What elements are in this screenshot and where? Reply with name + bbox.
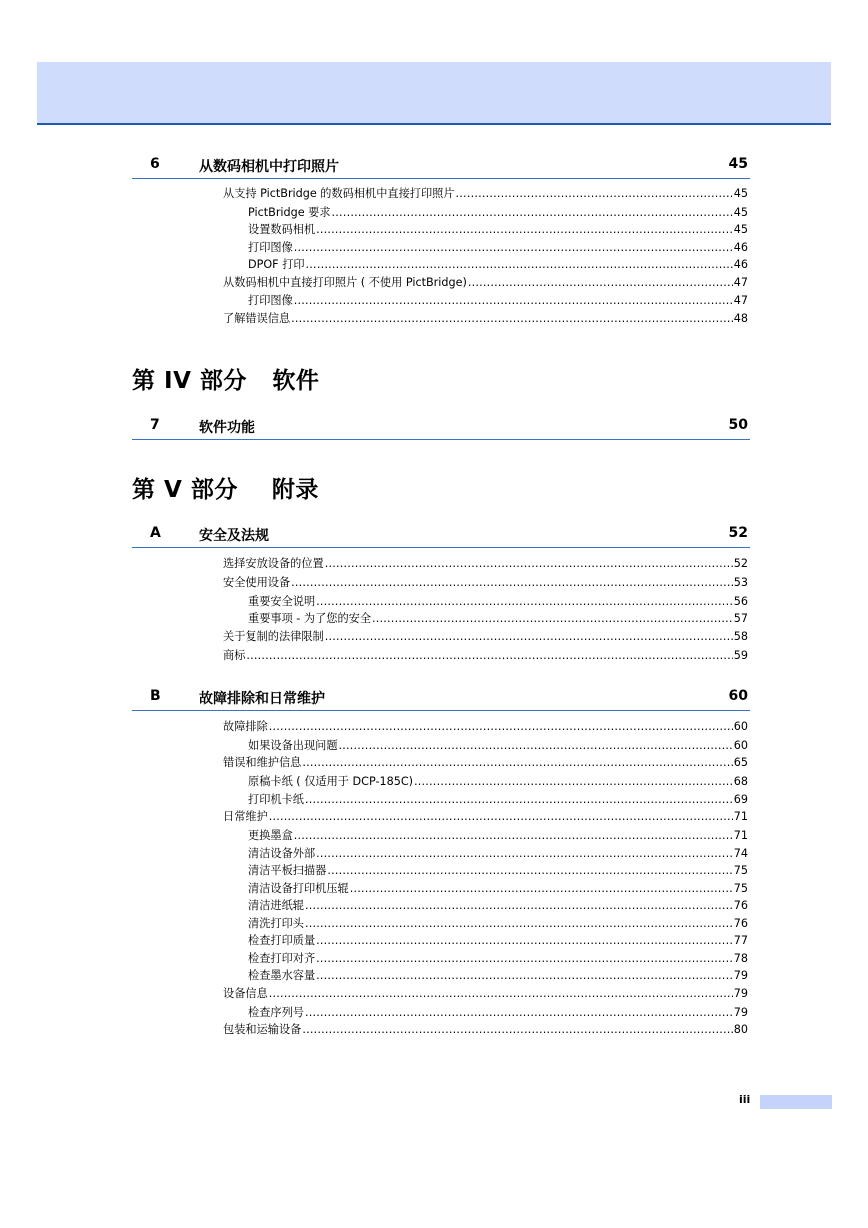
toc-entry[interactable] (248, 257, 748, 273)
leader-dots (291, 575, 733, 591)
toc-entry-page: 45 (733, 187, 748, 200)
leader-dots (269, 809, 733, 825)
chapter-page: 50 (728, 417, 748, 433)
leader-dots (468, 275, 733, 291)
leader-dots (269, 719, 733, 735)
leader-dots (306, 257, 733, 273)
leader-dots (339, 738, 733, 754)
part-v-heading: 第 V 部分 附录 (132, 477, 319, 503)
toc-entry-text: 从支持 PictBridge 的数码相机中直接打印照片 (223, 187, 455, 200)
toc-entry[interactable] (248, 222, 748, 238)
leader-dots (316, 594, 733, 610)
toc-entry-text: 错误和维护信息 (223, 756, 302, 769)
toc-entry[interactable] (248, 293, 748, 309)
toc-entry[interactable] (248, 738, 748, 754)
toc-entry[interactable] (248, 774, 748, 790)
toc-entry-text: 日常维护 (223, 810, 268, 823)
toc-entry-text: 清洁设备外部 (248, 847, 316, 860)
toc-entry-text: 包装和运输设备 (223, 1023, 302, 1036)
toc-entry-page: 71 (733, 810, 748, 823)
toc-entry[interactable] (223, 275, 748, 291)
leader-dots (302, 1022, 732, 1038)
leader-dots (294, 293, 733, 309)
leader-dots (325, 629, 733, 645)
toc-entry-page: 71 (733, 829, 748, 842)
toc-entry-page: 58 (733, 630, 748, 643)
toc-entry-page: 47 (733, 294, 748, 307)
toc-entry[interactable] (223, 629, 748, 645)
toc-entry[interactable] (248, 846, 748, 862)
toc-entry-text: 商标 (223, 649, 246, 662)
chapter-7-heading[interactable] (132, 415, 750, 440)
toc-entry-text: 清洁平板扫描器 (248, 864, 327, 877)
chapter-title: 安全及法规 (199, 528, 269, 544)
leader-dots (316, 222, 733, 238)
chapter-number: B (150, 688, 161, 704)
toc-entry-text: 重要安全说明 (248, 595, 316, 608)
chapter-page: 60 (728, 688, 748, 704)
toc-entry[interactable] (248, 933, 748, 949)
footer-page-number: iii (739, 1093, 751, 1106)
toc-entry-text: 选择安放设备的位置 (223, 557, 324, 570)
toc-entry-text: 故障排除 (223, 720, 268, 733)
leader-dots (327, 863, 732, 879)
leader-dots (372, 611, 733, 627)
leader-dots (316, 951, 733, 967)
toc-entry-page: 78 (733, 952, 748, 965)
part-iv-heading: 第 IV 部分 软件 (132, 368, 320, 394)
toc-entry-page: 79 (733, 969, 748, 982)
toc-entry-text: 设备信息 (223, 987, 268, 1000)
toc-entry[interactable] (223, 556, 748, 572)
toc-entry-text: PictBridge 要求 (248, 206, 331, 219)
leader-dots (456, 186, 733, 202)
chapter-number: A (150, 525, 161, 541)
toc-entry-text: 清洗打印头 (248, 917, 304, 930)
toc-entry[interactable] (223, 719, 748, 735)
toc-entry-page: 45 (733, 223, 748, 236)
leader-dots (305, 1005, 733, 1021)
toc-entry-page: 79 (733, 987, 748, 1000)
toc-entry[interactable] (248, 951, 748, 967)
toc-entry[interactable] (223, 186, 748, 202)
leader-dots (305, 898, 733, 914)
toc-entry[interactable] (248, 594, 748, 610)
toc-entry-page: 79 (733, 1006, 748, 1019)
toc-entry-text: 打印图像 (248, 294, 293, 307)
toc-entry-text: 检查墨水容量 (248, 969, 316, 982)
toc-entry-page: 45 (733, 206, 748, 219)
toc-entry-page: 60 (733, 720, 748, 733)
chapter-title: 从数码相机中打印照片 (199, 159, 339, 175)
footer-bar (760, 1095, 832, 1109)
leader-dots (350, 881, 733, 897)
toc-entry-text: 打印机卡纸 (248, 793, 304, 806)
toc-entry-page: 57 (733, 612, 748, 625)
leader-dots (325, 556, 733, 572)
leader-dots (294, 240, 733, 256)
toc-entry-text: 原稿卡纸 ( 仅适用于 DCP-185C) (248, 775, 414, 788)
chapter-number: 6 (150, 156, 160, 172)
chapter-6-heading[interactable] (132, 154, 750, 179)
toc-entry-page: 48 (733, 312, 748, 325)
chapter-title: 故障排除和日常维护 (199, 691, 325, 707)
leader-dots (305, 916, 733, 932)
toc-entry-text: 从数码相机中直接打印照片 ( 不使用 PictBridge) (223, 276, 467, 289)
toc-entry[interactable] (248, 881, 748, 897)
toc-entry[interactable] (248, 240, 748, 256)
toc-entry-text: 检查打印质量 (248, 934, 316, 947)
toc-entry[interactable] (223, 1022, 748, 1038)
toc-entry-page: 52 (733, 557, 748, 570)
toc-entry-text: 检查打印对齐 (248, 952, 316, 965)
toc-entry-page: 68 (733, 775, 748, 788)
toc-entry[interactable] (248, 792, 748, 808)
leader-dots (316, 846, 733, 862)
toc-entry-page: 76 (733, 917, 748, 930)
toc-entry-page: 56 (733, 595, 748, 608)
toc-entry-text: 设置数码相机 (248, 223, 316, 236)
chapter-title: 软件功能 (199, 420, 255, 436)
chapter-a-heading[interactable] (132, 523, 750, 548)
toc-entry-page: 74 (733, 847, 748, 860)
toc-entry-text: 更换墨盒 (248, 829, 293, 842)
toc-entry[interactable] (223, 755, 748, 771)
leader-dots (246, 648, 732, 664)
chapter-number: 7 (150, 417, 160, 433)
toc-entry-text: 打印图像 (248, 241, 293, 254)
toc-entry[interactable] (248, 611, 748, 627)
toc-entry[interactable] (248, 898, 748, 914)
toc-entry-text: 检查序列号 (248, 1006, 304, 1019)
toc-entry[interactable] (248, 1005, 748, 1021)
toc-entry[interactable] (248, 828, 748, 844)
leader-dots (269, 986, 733, 1002)
toc-entry[interactable] (223, 809, 748, 825)
chapter-page: 52 (728, 525, 748, 541)
toc-entry-text: 清洁进纸辊 (248, 899, 304, 912)
chapter-page: 45 (728, 156, 748, 172)
toc-entry-page: 69 (733, 793, 748, 806)
toc-entry[interactable] (248, 205, 748, 221)
leader-dots (305, 792, 733, 808)
toc-entry-page: 80 (733, 1023, 748, 1036)
toc-entry[interactable] (223, 311, 748, 327)
leader-dots (316, 968, 733, 984)
toc-entry-page: 65 (733, 756, 748, 769)
toc-entry-text: 清洁设备打印机压辊 (248, 882, 349, 895)
toc-entry-text: DPOF 打印 (248, 258, 305, 271)
toc-entry[interactable] (223, 575, 748, 591)
toc-entry-page: 76 (733, 899, 748, 912)
toc-entry-page: 60 (733, 739, 748, 752)
toc-entry-page: 75 (733, 882, 748, 895)
chapter-b-heading[interactable] (132, 686, 750, 711)
toc-entry-text: 重要事项 - 为了您的安全 (248, 612, 372, 625)
leader-dots (291, 311, 733, 327)
leader-dots (294, 828, 733, 844)
leader-dots (414, 774, 733, 790)
toc-entry-page: 75 (733, 864, 748, 877)
header-band (37, 62, 831, 125)
toc-entry-text: 关于复制的法律限制 (223, 630, 324, 643)
toc-entry[interactable] (223, 648, 748, 664)
toc-entry-page: 53 (733, 576, 748, 589)
toc-entry-page: 46 (733, 258, 748, 271)
toc-entry-page: 46 (733, 241, 748, 254)
toc-entry-page: 77 (733, 934, 748, 947)
leader-dots (332, 205, 733, 221)
toc-entry[interactable] (248, 916, 748, 932)
toc-entry-text: 如果设备出现问题 (248, 739, 338, 752)
toc-entry[interactable] (223, 986, 748, 1002)
toc-entry-page: 47 (733, 276, 748, 289)
toc-entry-page: 59 (733, 649, 748, 662)
leader-dots (316, 933, 733, 949)
toc-entry[interactable] (248, 863, 748, 879)
leader-dots (302, 755, 732, 771)
toc-entry[interactable] (248, 968, 748, 984)
toc-entry-text: 安全使用设备 (223, 576, 291, 589)
toc-entry-text: 了解错误信息 (223, 312, 291, 325)
